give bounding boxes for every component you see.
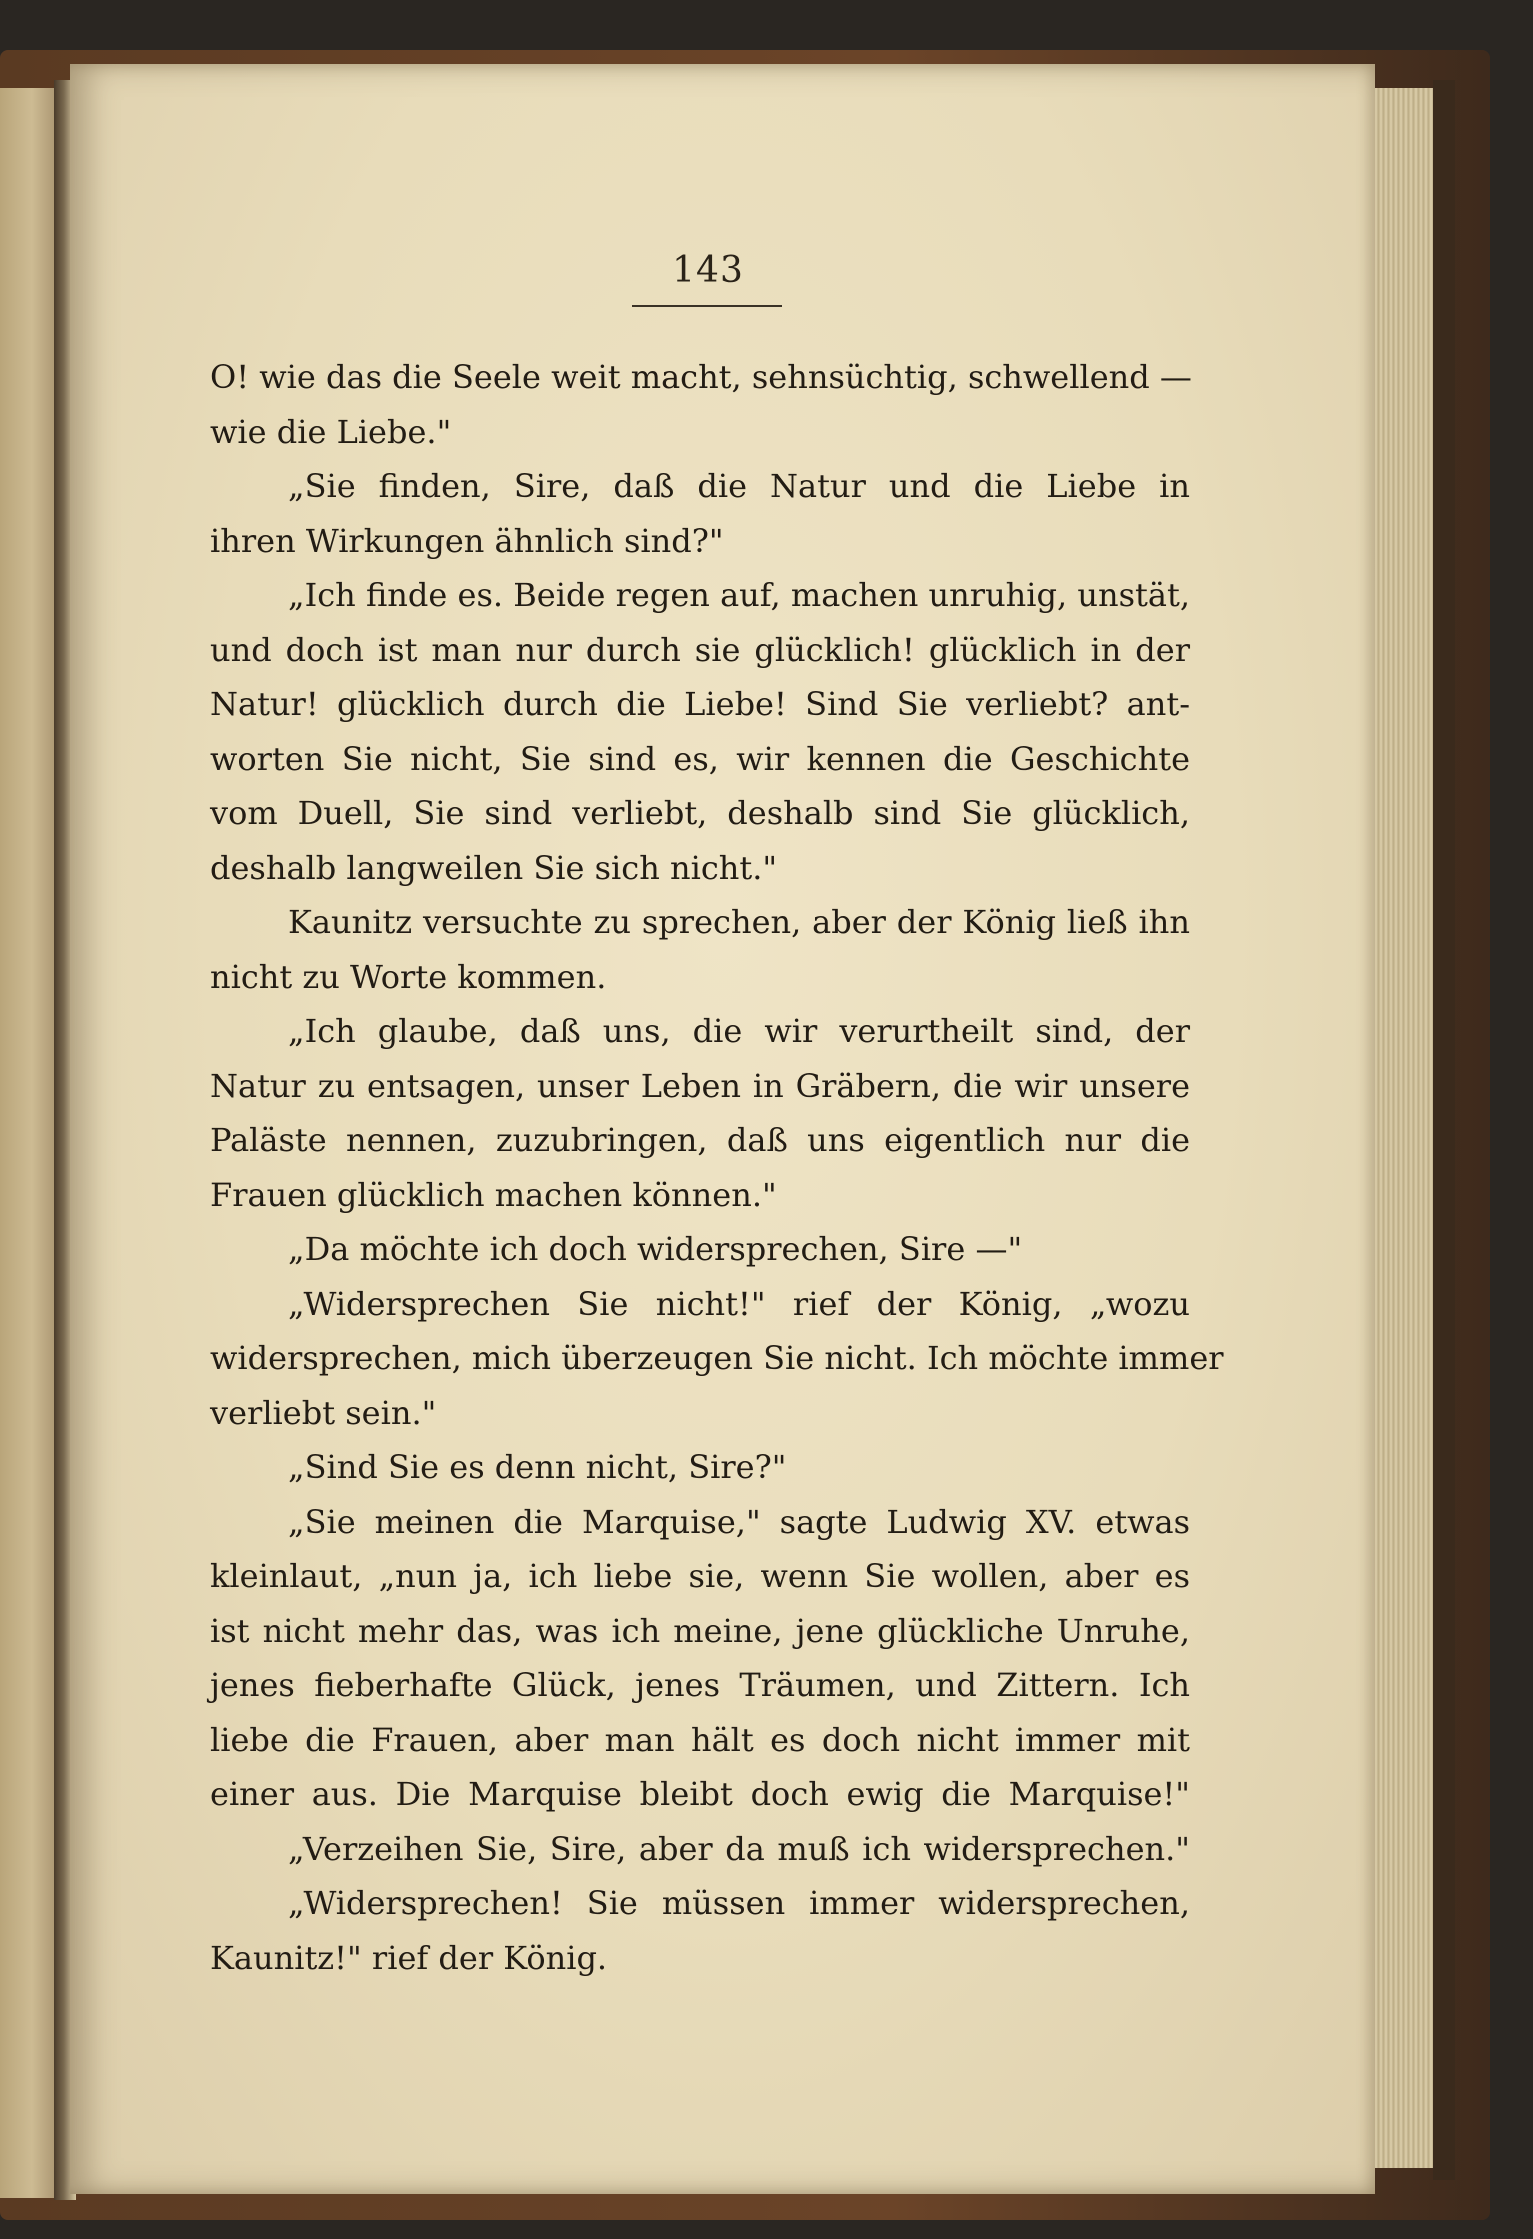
page-number: 143 [672, 250, 744, 291]
text-line: deshalb langweilen Sie sich nicht." [210, 848, 778, 887]
text-line: ist nicht mehr das, was ich meine, jene glückliche Unruhe, [210, 1611, 1190, 1650]
text-line: „Da möchte ich doch widersprechen, Sire —" [288, 1230, 1023, 1268]
text-line: einer aus. Die Marquise bleibt doch ewig die Marquise!" [210, 1775, 1190, 1813]
text-line: „Sind Sie es denn nicht, Sire?" [288, 1448, 787, 1486]
text-line: und doch ist man nur durch sie glücklich! glücklich in der [210, 630, 1190, 669]
text-line: liebe die Frauen, aber man hält es doch nicht immer mit [210, 1720, 1190, 1759]
text-line: „Widersprechen! Sie müssen immer widersprechen, [288, 1884, 1190, 1922]
text-line: worten Sie nicht, Sie sind es, wir kennen die Geschichte [210, 739, 1190, 778]
text-line: Frauen glücklich machen können." [210, 1175, 777, 1214]
text-line: O! wie das die Seele weit macht, sehnsüchtig, schwellend — [210, 358, 1192, 396]
text-line: „Verzeihen Sie, Sire, aber da muß ich widersprechen." [288, 1829, 1190, 1868]
text-line: kleinlaut, „nun ja, ich liebe sie, wenn Sie wollen, aber es [210, 1557, 1190, 1595]
text-line: nicht zu Worte kommen. [210, 957, 607, 996]
text-line: Kaunitz!" rief der König. [210, 1938, 608, 1977]
text-line: „Widersprechen Sie nicht!" rief der König, „wozu [288, 1284, 1190, 1323]
text-line: „Sie finden, Sire, daß die Natur und die Liebe in [288, 467, 1190, 505]
text-line: Kaunitz versuchte zu sprechen, aber der König ließ ihn [288, 903, 1190, 941]
text-line: „Sie meinen die Marquise," sagte Ludwig XV. etwas [288, 1502, 1190, 1541]
text-line: Natur zu entsagen, unser Leben in Gräbern, die wir unsere [210, 1066, 1190, 1105]
text-line: ihren Wirkungen ähnlich sind?" [210, 521, 724, 560]
text-line: wie die Liebe." [210, 412, 452, 451]
text-line: verliebt sein." [210, 1393, 437, 1432]
text-line: vom Duell, Sie sind verliebt, deshalb sind Sie glücklich, [210, 794, 1190, 832]
text-line: Natur! glücklich durch die Liebe! Sind Sie verliebt? ant- [210, 685, 1190, 723]
text-line: Paläste nennen, zuzubringen, daß uns eigentlich nur die [210, 1121, 1190, 1159]
page-edges [1375, 88, 1433, 2168]
text-line: jenes fieberhafte Glück, jenes Träumen, und Zittern. Ich [210, 1666, 1190, 1704]
body-text [210, 350, 1224, 1985]
cover-edge [1433, 80, 1455, 2180]
left-page-edge [0, 88, 58, 2198]
text-line: „Ich glaube, daß uns, die wir verurtheilt sind, der [288, 1012, 1190, 1050]
text-line: widersprechen, mich überzeugen Sie nicht. Ich möchte immer [210, 1339, 1224, 1377]
text-line: „Ich finde es. Beide regen auf, machen unruhig, unstät, [288, 576, 1190, 614]
page-number-rule [632, 305, 782, 307]
